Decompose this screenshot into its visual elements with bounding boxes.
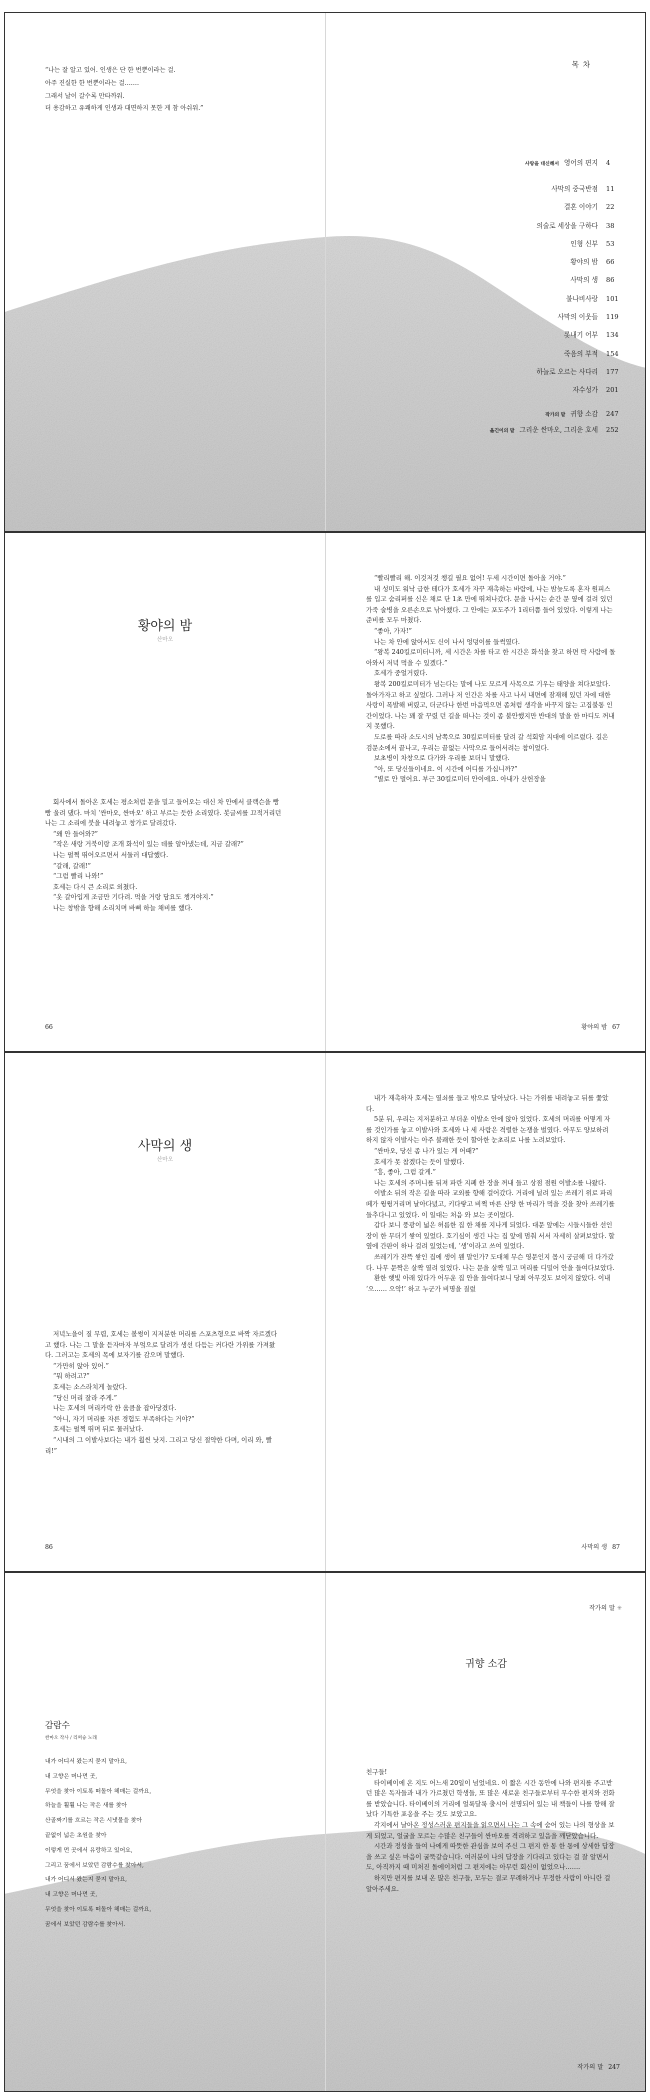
paragraph: 5분 뒤, 우리는 지저분하고 부더운 이발소 안에 앉아 있었다. 호세의 머리를 어떻게 자를 것인가를 놓고 이발사와 호세와 나 세 사람은 격렬한 논쟁을 벌였다. 아무도 양보하려 하지 않자 이발사는 아주 불쾌한 듯이 할아한 눈초리로 나를 노려보았다. xyxy=(366,1115,611,1145)
page-number: 247 xyxy=(608,2064,620,2071)
spread-samak xyxy=(4,1052,646,1572)
paragraph: “왜 안 들어와?” xyxy=(53,829,98,838)
toc-item[interactable]: 사랑을 대신해서 영어의 편지 4 xyxy=(524,159,611,167)
poem-line: 하늘을 훨훨 나는 작은 새를 찾아 xyxy=(45,1803,128,1810)
body-text xyxy=(366,1093,616,1294)
poem-title: 감람수 xyxy=(45,1721,70,1731)
toc-item[interactable]: 죽음의 부적 154 xyxy=(564,349,619,358)
section-label xyxy=(589,1603,622,1612)
paragraph: 나는 창밖을 향해 소리치며 바삐 하늘 채비를 했다. xyxy=(53,903,193,912)
running-title: 황야의 밤 xyxy=(581,1024,608,1031)
paragraph: 나는 펄쩍 뛰어오르면서 서둘러 대답했다. xyxy=(53,850,169,859)
paragraph: “가만히 앉아 있어.” xyxy=(53,1361,109,1370)
paragraph: “뭐 하려고?” xyxy=(53,1372,90,1381)
toc-item[interactable]: 사막의 생 86 xyxy=(570,276,615,285)
poem-line: 내 고향은 머나먼 곳, xyxy=(45,1892,98,1899)
poem-line: 내가 어디서 왔는지 묻지 말아요, xyxy=(45,1759,128,1765)
toc-item[interactable]: 인형 신부 53 xyxy=(570,239,615,248)
toc-item[interactable]: 작가의 말 귀향 소감 247 xyxy=(545,410,619,419)
right-page xyxy=(326,1573,646,2091)
poem-line: 그리고 꿈에서 보았던 감람수를 찾아서, xyxy=(45,1862,144,1869)
chapter-title: 황야의 밤 xyxy=(137,619,193,634)
paragraph: “시내의 그 이발사보다는 내가 훨씬 낫지. 그리고 당신 절약한 다며, 이리 와, 빨리!” xyxy=(45,1435,272,1455)
paragraph: 나는 차 안에 앉아서도 신이 나서 엉덩이를 들썩였다. xyxy=(374,637,520,646)
paragraph: “아니, 자기 머리를 자른 경험도 부족하다는 거야?” xyxy=(53,1414,195,1423)
paragraph: “작은 새랑 거북이랑 조개 화석이 있는 데를 알아냈는데, 지금 갈래?” xyxy=(53,840,244,849)
right-page xyxy=(326,533,646,1051)
paragraph: 이발소 뒤의 작은 길을 따라 교외를 향해 걸어갔다. 거리에 널려 있는 쓰레기 위로 파리 떼가 윙윙거리며 날아다녔고, 키다랗고 비쩍 마른 산양 한 마리가 먹을 것을 찾아 쓰레기를 들추다니고 있었다. 이 일대는 처음 와 보는 곳이었다. xyxy=(366,1189,615,1219)
poem-line: 이렇게 먼 곳에서 유랑하고 있어요, xyxy=(45,1847,133,1854)
paragraph: 호세는 다시 큰 소리로 외쳤다. xyxy=(53,882,138,891)
paragraph: 호세가 중얼거렸다. xyxy=(374,669,428,678)
paragraph: 갑다 보니 풍광이 넓은 허름한 집 한 채를 지나게 되었다. 대문 앞에는 시들시들한 선인장이 한 무더기 쌓여 있었다. 호기심이 생긴 나는 집 앞에 멈춰 서서 자세히 살펴보았다. 할 옆에 간판이 하나 걸려 있었는데, ‘생’이라고 쓰여 있었다. xyxy=(366,1221,615,1251)
toc-item[interactable]: 자수성가 201 xyxy=(572,386,619,395)
toc-item[interactable]: 의술로 세상을 구하다 38 xyxy=(536,221,615,230)
toc-list xyxy=(426,157,626,440)
body-text xyxy=(366,1767,616,1894)
poem-line: 끝없이 넓은 초원을 찾아 xyxy=(45,1832,107,1839)
toc-item[interactable]: 사막의 이웃들 119 xyxy=(557,313,619,322)
left-page xyxy=(5,13,325,531)
toc-heading: 목차 xyxy=(571,60,594,69)
poem-line: 무엇을 찾아 이토록 떠돌아 헤매는 걸까요, xyxy=(45,1788,152,1795)
page-number: 67 xyxy=(612,1024,620,1031)
poem-line: 내 고향은 머나먼 곳, xyxy=(45,1773,98,1780)
toc-item[interactable]: 옮긴이의 말 그리운 싼마오, 그리운 호세 252 xyxy=(489,426,619,435)
right-page xyxy=(326,13,646,531)
quote-line: 더 용감하고 유쾌하게 인생과 대면하지 못한 게 참 아쉬워.” xyxy=(45,105,204,113)
paragraph: 쓰레기가 잔뜩 쌓인 집에 생이 웬 말인가? 도대체 무슨 영문인지 몹시 궁금해 더 다가갔다. 나무 문짝은 살짝 열려 있었다. 나는 문을 살짝 밀고 머리를 디밀어 안을 들여다보았다. xyxy=(366,1252,615,1272)
paragraph: 도로를 따라 소도시의 남쪽으로 30킬로미터를 달려 갈 석회암 지대에 이르렀다. 길은 검문소에서 끝나고, 우리는 끝없는 사막으로 들어서려는 참이었다. xyxy=(366,732,609,752)
paragraph: 각지에서 날아온 정성스러운 편지들을 읽으면서 나는 그 속에 숨어 있는 나의 형상을 보게 되었고, 얼굴을 모르는 수많은 친구들이 싼마오를 격려하고 있음을 깨닫았습니다. xyxy=(366,1820,615,1840)
toc-item[interactable]: 결혼 이야기 22 xyxy=(564,203,615,212)
letter-title: 귀향 소감 xyxy=(465,1659,507,1670)
paragraph: 내 성미도 워낙 급한 테다가 호세가 자꾸 재촉하는 바람에, 나는 밤늦도록 혼자 원피스를 입고 숨리퍼를 신은 채로 단 1초 만에 뛰쳐나갔다. 문을 나서는 순간 문 옆에 걸려 있던 가죽 술병을 오른손으로 낚아챘다. 그 안에는 포도주가 1리터쯤 들어 있었다. 이렇게 나는 준비를 모두 마쳤다. xyxy=(366,584,613,625)
paragraph: “그럼 빨리 나와!” xyxy=(53,872,104,881)
quote-line: 아주 진실한 한 번뿐이라는 걸……. xyxy=(45,79,139,87)
paragraph: “별로 안 멀어요. 부근 30킬로미터 안이에요. 아내가 산헌장을 xyxy=(374,775,546,784)
body-text xyxy=(366,573,616,785)
paragraph: “당신 머리 잘라 주게.” xyxy=(53,1393,118,1402)
paragraph: 저녁노을이 질 무렵, 호세는 볼썽이 지저분한 머리를 스포츠형으로 바짝 자르겠다고 했다. 나는 그 말을 듣자마자 부엌으로 달려가 생선 다듬는 커다란 가위를 가져왔다. 그러고는 호세의 목에 보자기를 감으며 말했다. xyxy=(45,1330,278,1360)
right-page xyxy=(326,1053,646,1571)
left-page xyxy=(5,533,325,1051)
paragraph: 호세가 못 참겠다는 듯이 말했다. xyxy=(374,1157,465,1166)
running-title: 작가의 말 xyxy=(577,2064,604,2071)
chapter-title: 사막의 생 xyxy=(137,1139,193,1154)
running-title: 사막의 생 xyxy=(581,1544,608,1551)
toc-spread xyxy=(4,12,646,532)
paragraph: “왕복 240킬로미터니까, 세 시간은 차를 타고 한 시간은 화석을 찾고 하면 딱 사람에 돌아와서 저녁 먹을 수 있겠다.” xyxy=(366,648,616,667)
paragraph: 보초병이 차창으로 다가와 우리를 보더니 말했다. xyxy=(374,754,510,763)
quote-line: “나는 잘 알고 있어. 인생은 단 한 번뿐이라는 걸. xyxy=(45,67,176,74)
paragraph: “옷 갈아입게 조금만 기다려. 먹을 거랑 담요도 챙겨야지.” xyxy=(53,893,214,902)
chapter-subtitle: 산마오 xyxy=(156,637,174,643)
toc-item[interactable]: 사막의 중국반점 11 xyxy=(551,185,615,193)
paragraph: 회사에서 돌아온 호세는 평소처럼 문을 밀고 들어오는 대신 차 안에서 클랙슨을 빵빵 울려 댔다. 마치 ‘싼마오, 싼마오’ 하고 부르는 듯한 소리였다. 봇글씨를 끄적거리던 나는 그 소리에 붓을 내려놓고 창가로 달려갔다. xyxy=(45,798,282,828)
poem-line: 산골짜기를 흐르는 작은 시냇물을 찾아 xyxy=(45,1818,142,1825)
poem-line: 꿈에서 보았던 감람수를 찾아서. xyxy=(45,1921,126,1928)
page-number: 66 xyxy=(45,1024,53,1031)
left-page xyxy=(5,1053,325,1571)
paragraph: “흥, 좋아, 그럼 갈게.” xyxy=(374,1168,436,1177)
body-text xyxy=(45,1329,283,1456)
toc-item[interactable]: 황야의 밤 66 xyxy=(570,258,615,267)
paragraph: “싼마오, 당신 좀 나가 있는 게 어때?” xyxy=(374,1146,479,1155)
toc-item[interactable]: 하늘로 오르는 사다리 177 xyxy=(536,367,619,376)
spread-hwangya xyxy=(4,532,646,1052)
page-footer xyxy=(581,1022,620,1031)
star-ornament-icon: ✳ xyxy=(616,1605,622,1612)
paragraph: 하지만 편지를 보내 온 많은 친구들, 모두는 결코 무례하거나 무정한 사람이 아니란 걸 알아주세요. xyxy=(366,1873,611,1893)
toc-item[interactable]: 롯내기 어부 134 xyxy=(564,331,619,340)
paragraph: 호세는 펄쩍 뛰며 뒤로 물러났다. xyxy=(53,1425,144,1434)
section-label-text: 작가의 말 xyxy=(589,1605,615,1612)
poem-line: 무엇을 찾아 이토록 떠돌아 헤매는 걸까요, xyxy=(45,1906,152,1913)
left-page xyxy=(5,1573,325,2091)
paragraph: “빨리빨리 해. 이것저것 챙길 필요 없어! 두세 시간이면 돌아올 거야.” xyxy=(374,574,566,582)
quote-line: 그래서 날이 갈수록 만타까워. xyxy=(45,92,125,100)
paragraph: 내가 재촉하자 호세는 열쇠를 들고 밖으로 달아났다. 나는 가위를 내려놓고 뒤를 쫓았다. xyxy=(366,1094,609,1113)
paragraph: 나는 호세의 주머니를 뒤져 파란 지폐 한 장을 꺼내 들고 상점 점원 이발소를 나왔다. xyxy=(374,1178,607,1187)
paragraph: 타이베이에 온 지도 어느새 20일이 넘었네요. 이 짧은 시간 동안에 나와 편지를 주고받던 많은 독자들과 내가 가르쳤던 학생들, 또 많은 새로운 친구들로부터 무수한 편지와 전화를 받았습니다. 타이베이의 거리에 얼룩달룩 출시어 선명되어 있는 내 책들이 나를 향해 잘났다 기특한 포옹을 주는 것도 보았고요. xyxy=(366,1778,615,1819)
spread-afterword xyxy=(4,1572,646,2092)
poem-source: 싼마오 작사 / 리쩌슝 노래 xyxy=(45,1736,97,1741)
page-number: 87 xyxy=(612,1544,620,1551)
paragraph: 호세는 소스라치게 놀랐다. xyxy=(53,1382,128,1391)
paragraph: “아, 또 당신들이네요. 이 시간에 어디를 가십니까?” xyxy=(374,764,518,773)
toc-item[interactable]: 불나비사랑 101 xyxy=(566,294,619,303)
paragraph: 나는 호세의 머리카락 한 움큼을 잡아당겼다. xyxy=(53,1404,177,1413)
salutation: 친구들! xyxy=(366,1768,388,1776)
paragraph: “갈래, 갈래!” xyxy=(53,861,91,870)
body-text xyxy=(45,797,283,914)
poem-body xyxy=(45,1755,151,1933)
poem-line: 내가 어디서 왔는지 묻지 말아요, xyxy=(45,1877,128,1884)
chapter-subtitle: 산마오 xyxy=(156,1157,174,1163)
page-footer xyxy=(577,2062,620,2071)
epigraph-quote xyxy=(45,65,203,116)
paragraph: 환한 햇빛 아래 있다가 어두운 집 안을 들여다보니 당최 아무것도 보이지 않았다. 이내 ‘으…… 으악!’ 하고 누군가 비명을 질렀 xyxy=(366,1274,611,1293)
page-footer xyxy=(581,1542,620,1551)
paragraph: “좋아, 가자!” xyxy=(374,626,412,635)
paragraph: 왕복 200킬로미터가 넘는다는 말에 나도 모르게 사목으로 기우는 태양을 쳐다보았다. 돌아가자고 하고 싶었다. 그러나 저 인간은 차를 사고 나서 내면에 잠재해 있던 자에 대한 사랑이 폭발해 버렸고, 더군다나 한번 마음먹으면 좀처럼 생각을 바꾸지 않는 고집불통 인간이었다. 나는 꽤 잘 꾸렸 던 길을 떠나는 것이 좀 불안했지만 반대의 말을 한 마디도 꺼내지 못했다. xyxy=(366,679,615,731)
page-number: 86 xyxy=(45,1544,53,1551)
paragraph: 시간과 정성을 들여 나에게 따뜻한 관심을 보여 주신 그 편지 한 통 한 통에 상세한 답장을 쓰고 싶은 마음이 굴뚝같습니다. 여러분이 나의 답장을 기다리고 있다는 걸 잘 알면서도, 아직까지 때 미처진 돌에이처럼 그 편지에는 아무런 회신이 없었으나……. xyxy=(366,1842,615,1872)
